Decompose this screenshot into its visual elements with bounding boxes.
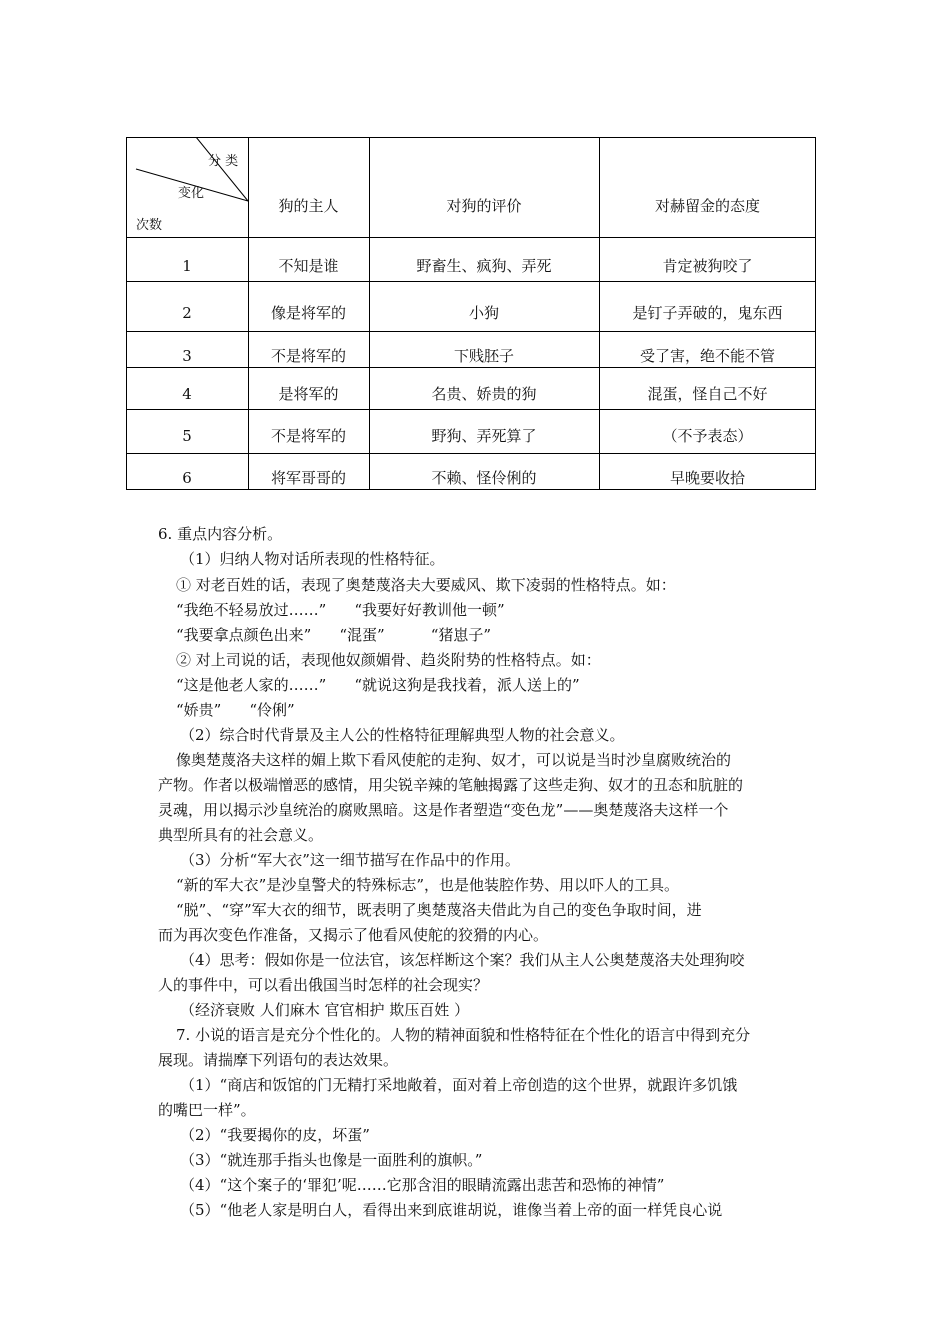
quote-4a: “娇贵” — [176, 701, 222, 719]
header-evaluation: 对狗的评价 — [446, 197, 522, 215]
row-1-attitude: 肯定被狗咬了 — [662, 257, 753, 275]
section-6-heading: 6. 重点内容分析。 — [158, 525, 283, 543]
para-1-line-1: 像奥楚蔑洛夫这样的媚上欺下看风使舵的走狗、奴才，可以说是当时沙皇腐败统治的 — [176, 751, 732, 769]
quote-line-1 — [176, 598, 836, 623]
item-1-line-1: （1）“商店和饭馆的门无精打采地敞着，面对着上帝创造的这个世界，就跟许多饥饿 — [180, 1076, 738, 1094]
point-2-text: ② 对上司说的话，表现他奴颜媚骨、趋炎附势的性格特点。如： — [176, 651, 601, 669]
para-2-line-2: 而为再次变色作准备，又揭示了他看风使舵的狡猾的内心。 — [158, 926, 549, 944]
row-4-number: 4 — [182, 385, 192, 403]
row-5-attitude: （不予表态） — [662, 427, 753, 445]
quote-line-2 — [176, 623, 836, 648]
quote-1b: “我要好好教训他一顿” — [354, 601, 505, 619]
row-3-owner: 不是将军的 — [270, 347, 346, 365]
header-attitude: 对赫留金的态度 — [654, 197, 760, 215]
subsection-3-heading: （3）分析“军大衣”这一细节描写在作品中的作用。 — [180, 851, 520, 869]
row-6-owner: 将军哥哥的 — [270, 469, 346, 487]
row-6-evaluation: 不赖、怪伶俐的 — [431, 469, 537, 487]
subsection-1-heading: （1）归纳人物对话所表现的性格特征。 — [180, 550, 445, 568]
point-1-text: ① 对老百姓的话，表现了奥楚蔑洛夫大要威风、欺下凌弱的性格特点。如： — [176, 576, 676, 594]
row-2-attitude: 是钉子弄破的，鬼东西 — [632, 304, 783, 322]
quote-line-3 — [176, 673, 836, 698]
row-4-attitude: 混蛋，怪自己不好 — [647, 385, 768, 403]
para-3-line-1: （4）思考：假如你是一位法官，该怎样断这个案？我们从主人公奥楚蔑洛夫处理狗咬 — [180, 951, 745, 969]
section-7-line-1: 7. 小说的语言是充分个性化的。人物的精神面貌和性格特征在个性化的语言中得到充分 — [176, 1026, 751, 1044]
item-4: （4）“这个案子的‘罪犯’呢……它那含泪的眼睛流露出悲苦和恐怖的神情” — [180, 1176, 665, 1194]
item-3: （3）“就连那手指头也像是一面胜利的旗帜。” — [180, 1151, 483, 1169]
row-5-number: 5 — [182, 427, 192, 445]
diag-header-middle: 变化 — [178, 186, 205, 201]
row-2-owner: 像是将军的 — [270, 304, 346, 322]
quote-4b: “伶俐” — [249, 701, 295, 719]
row-6-attitude: 早晚要收拾 — [669, 469, 745, 487]
quote-2a: “我要拿点颜色出来” — [176, 626, 312, 644]
row-2-evaluation: 小狗 — [468, 304, 499, 322]
quote-2c: “猪崽子” — [430, 626, 492, 644]
row-5-owner: 不是将军的 — [270, 427, 346, 445]
row-3-evaluation: 下贱胚子 — [453, 347, 514, 365]
para-3-line-2: 人的事件中，可以看出俄国当时怎样的社会现实？ — [158, 976, 489, 994]
para-1-line-3: 灵魂，用以揭示沙皇统治的腐败黑暗。这是作者塑造“变色龙”——奥楚蔑洛夫这样一个 — [158, 801, 729, 819]
quote-line-4 — [176, 698, 836, 723]
quote-3b: “就说这狗是我找着，派人送上的” — [354, 676, 580, 694]
row-4-owner: 是将军的 — [278, 385, 339, 403]
row-3-number: 3 — [182, 347, 192, 365]
row-1-owner: 不知是谁 — [278, 257, 339, 275]
row-3-attitude: 受了害，绝不能不管 — [639, 347, 775, 365]
quote-3a: “这是他老人家的……” — [176, 676, 327, 694]
subsection-2-heading: （2）综合时代背景及主人公的性格特征理解典型人物的社会意义。 — [180, 726, 625, 744]
para-1-line-2: 产物。作者以极端憎恶的感情，用尖锐辛辣的笔触揭露了这些走狗、奴才的丑态和肮脏的 — [158, 776, 744, 794]
row-6-number: 6 — [182, 469, 192, 487]
item-2: （2）“我要揭你的皮，坏蛋” — [180, 1126, 370, 1144]
row-1-number: 1 — [182, 257, 192, 275]
para-2-line-1: “脱”、“穿”军大衣的细节，既表明了奥楚蔑洛夫借此为自己的变色争取时间，进 — [176, 901, 702, 919]
section-7-line-2: 展现。请揣摩下列语句的表达效果。 — [158, 1051, 399, 1069]
diag-header-top: 分 类 — [208, 154, 239, 169]
coat-line-1: “新的军大衣”是沙皇警犬的特殊标志”，也是他装腔作势、用以吓人的工具。 — [176, 876, 680, 894]
quote-2b: “混蛋” — [339, 626, 385, 644]
item-1-line-2: 的嘴巴一样”。 — [158, 1101, 256, 1119]
row-1-evaluation: 野畜生、疯狗、弄死 — [416, 257, 552, 275]
item-5: （5）“他老人家是明白人，看得出来到底谁胡说，谁像当着上帝的面一样凭良心说 — [180, 1201, 723, 1219]
row-2-number: 2 — [182, 304, 192, 322]
header-owner: 狗的主人 — [278, 197, 339, 215]
row-5-evaluation: 野狗、弄死算了 — [431, 427, 537, 445]
para-1-line-4: 典型所具有的社会意义。 — [158, 826, 324, 844]
row-4-evaluation: 名贵、娇贵的狗 — [431, 385, 537, 403]
answer-line: （经济衰败 人们麻木 官官相护 欺压百姓 ） — [180, 1001, 470, 1019]
quote-1a: “我绝不轻易放过……” — [176, 601, 327, 619]
analysis-table — [126, 137, 816, 490]
diag-header-bottom: 次数 — [136, 218, 163, 233]
